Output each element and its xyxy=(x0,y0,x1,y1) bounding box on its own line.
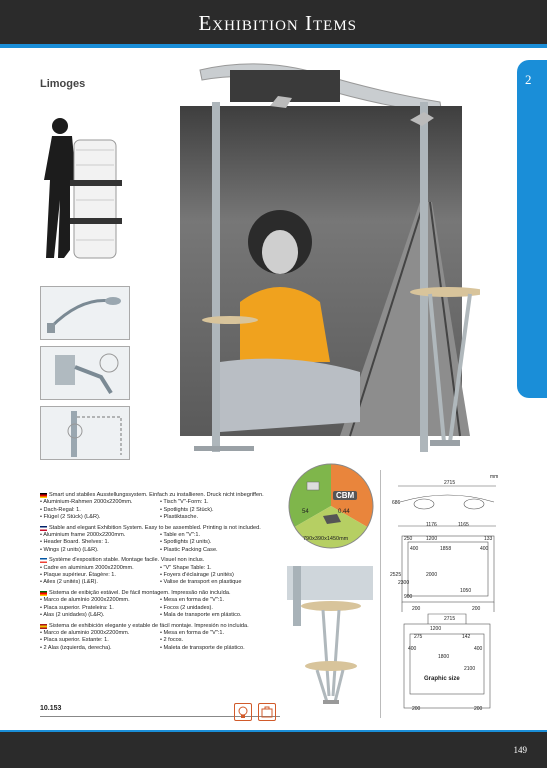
spec-column-right xyxy=(160,499,280,521)
dim-lower-left-a: 400 xyxy=(408,646,417,652)
spec-column-left xyxy=(40,499,160,521)
spec-item: • Plastic Packing Case. xyxy=(160,546,218,553)
spec-item: • Valise de transport en plastique xyxy=(160,579,242,586)
spec-column-left xyxy=(40,565,160,587)
description-title: Smart und stabiles Ausstellungssystem. Einfach zu installieren. Druck nicht inbegriffen. xyxy=(49,492,264,498)
spec-item: • Mesa en forma de "V":1. xyxy=(160,597,225,604)
spec-column-left xyxy=(40,597,160,619)
feature-icons xyxy=(234,703,276,721)
description-block xyxy=(40,557,280,587)
dim-height-e: 1050 xyxy=(460,588,472,594)
description-heading xyxy=(40,590,280,597)
dim-lower-height: 2100 xyxy=(464,666,476,672)
spec-column-right xyxy=(160,630,280,652)
footer-bar xyxy=(0,732,547,768)
header-rule xyxy=(0,44,547,48)
flag-icon xyxy=(40,526,47,531)
description-heading xyxy=(40,525,280,532)
page-number: 149 xyxy=(513,745,527,755)
spec-item: • Cadre en aluminium 2000x2200mm. xyxy=(40,564,134,571)
chapter-number: 2 xyxy=(525,72,532,87)
product-code: 10.153 xyxy=(40,705,62,712)
spec-item: • Mesa en forma de "V":1. xyxy=(160,629,225,636)
lightbulb-icon xyxy=(234,703,252,721)
spec-item: • Wings (2 units) (L&R). xyxy=(40,546,99,553)
spec-item: • Dach-Regal: 1. xyxy=(40,506,81,513)
spec-column-left xyxy=(40,532,160,554)
description-heading xyxy=(40,557,280,564)
flag-icon xyxy=(40,624,47,629)
description-title: Sistema de exibição estável. De fácil montagem. Impressão não incluída. xyxy=(49,589,231,596)
spec-item: • Spotlights (2 units). xyxy=(160,539,212,546)
spec-item: • Flügel (2 Stück) (L&R). xyxy=(40,514,101,521)
spec-item: • 2 Alas (izquierda, derecha). xyxy=(40,644,112,651)
spec-item: • 2 focos. xyxy=(160,637,184,644)
description-title: Stable and elegant Exhibition System. Easy to be assembled. Printing is not included. xyxy=(49,524,261,531)
dim-lower-small-a: 275 xyxy=(414,634,423,640)
spec-column-left xyxy=(40,630,160,652)
drawing-unit: mm xyxy=(490,474,499,480)
spec-item: • Mala de transporte em plástico. xyxy=(160,612,242,619)
description-title: Sistema de exhibición elegante y estable de fácil montaje. Impresión no incluida. xyxy=(49,622,249,629)
flag-icon xyxy=(40,591,47,596)
spec-item: • Maleta de transporte de plástico. xyxy=(160,644,245,651)
header-bar xyxy=(0,0,547,44)
spec-item: • Ailes (2 unités) (L&R). xyxy=(40,579,98,586)
dim-left-b: 1858 xyxy=(440,546,452,552)
pictogram-cbm-label: CBM xyxy=(333,491,357,500)
detail-clamp-thumb xyxy=(40,346,130,400)
column-separator xyxy=(380,470,381,718)
dim-header-height: 686 xyxy=(392,500,401,506)
description-block xyxy=(40,623,280,653)
dim-bottom-b: 200 xyxy=(472,606,481,612)
spec-item: • Aluminium-Rahmen 2000x2200mm. xyxy=(40,499,133,506)
flag-icon xyxy=(40,558,47,563)
spec-item: • Marco de alumínio 2000x2200mm. xyxy=(40,597,130,604)
dim-lower-width: 1200 xyxy=(430,626,442,632)
dim-left-a: 400 xyxy=(410,546,419,552)
spec-item: • Plaque supérieur. Étagère: 1. xyxy=(40,572,116,579)
dim-height-d: 900 xyxy=(404,594,413,600)
dim-left-c: 400 xyxy=(480,546,489,552)
detail-spotlight-thumb xyxy=(40,286,130,340)
graphic-size-label: Graphic size xyxy=(424,676,460,682)
spec-item: • Placa superior. Prateleira: 1. xyxy=(40,604,114,611)
spec-item: • Foyers d'éclairage (2 unités) xyxy=(160,572,234,579)
dim-height-a: 2525 xyxy=(390,572,402,578)
dim-width-a: 1176 xyxy=(426,522,437,528)
description-list xyxy=(40,492,280,655)
detail-frame-thumb xyxy=(40,406,130,460)
spec-item: • Spotlights (2 Stück). xyxy=(160,506,214,513)
product-name: Limoges xyxy=(40,78,86,90)
spec-column-right xyxy=(160,597,280,619)
spec-item: • Tisch "V"-Form: 1. xyxy=(160,499,209,506)
flag-icon xyxy=(40,493,47,498)
dim-mid-a: 250 xyxy=(404,536,413,542)
spec-column-right xyxy=(160,532,280,554)
dim-lower-left-c: 400 xyxy=(474,646,483,652)
dim-mid-b: 1200 xyxy=(426,536,438,542)
dim-lower-top: 2715 xyxy=(444,616,456,622)
spec-item: • Marco de aluminio 2000x2200mm. xyxy=(40,629,130,636)
carrier-illustration xyxy=(40,110,140,270)
page-title: Exhibition Items xyxy=(198,11,357,35)
pictogram-kg-value: 54 xyxy=(302,509,309,515)
spec-item: • "V" Shape Table: 1. xyxy=(160,564,212,571)
spec-column-right xyxy=(160,565,280,587)
spec-item: • Header Board. Shelves: 1. xyxy=(40,539,110,546)
description-block xyxy=(40,590,280,620)
dim-width-b: 1165 xyxy=(458,522,469,528)
description-heading xyxy=(40,492,280,499)
product-photo xyxy=(180,62,480,452)
dim-lower-small-b: 142 xyxy=(462,634,471,640)
chapter-tab xyxy=(517,60,547,398)
spec-item: • Placa superior. Estante: 1. xyxy=(40,637,109,644)
description-block xyxy=(40,525,280,555)
dim-mid-c: 133 xyxy=(484,536,493,542)
dim-lower-bottom-b: 200 xyxy=(474,706,483,712)
dim-top-width: 2715 xyxy=(444,480,456,486)
spec-item: • Aluminium frame 2000x2200mm. xyxy=(40,532,126,539)
dim-bottom-a: 200 xyxy=(412,606,421,612)
spec-item: • Alas (2 unidades) (L&R). xyxy=(40,612,105,619)
case-icon xyxy=(258,703,276,721)
spec-item: • Table en "V":1. xyxy=(160,532,201,539)
spec-item: • Plastiktasche. xyxy=(160,514,199,521)
dim-lower-bottom-a: 200 xyxy=(412,706,421,712)
dim-height-c: 2000 xyxy=(426,572,438,578)
description-block xyxy=(40,492,280,522)
table-photo xyxy=(287,566,373,706)
pictogram-cbm-value: 0.44 xyxy=(338,509,350,515)
description-heading xyxy=(40,623,280,630)
dim-height-b: 2300 xyxy=(398,580,410,586)
description-title: Système d'exposition stable. Montage facile. Visuel non inclus. xyxy=(49,557,205,564)
dim-lower-left-b: 1800 xyxy=(438,654,450,660)
pictogram-box-dims: 790x390x1450mm xyxy=(303,536,349,542)
spec-item: • Focos (2 unidades). xyxy=(160,604,213,611)
